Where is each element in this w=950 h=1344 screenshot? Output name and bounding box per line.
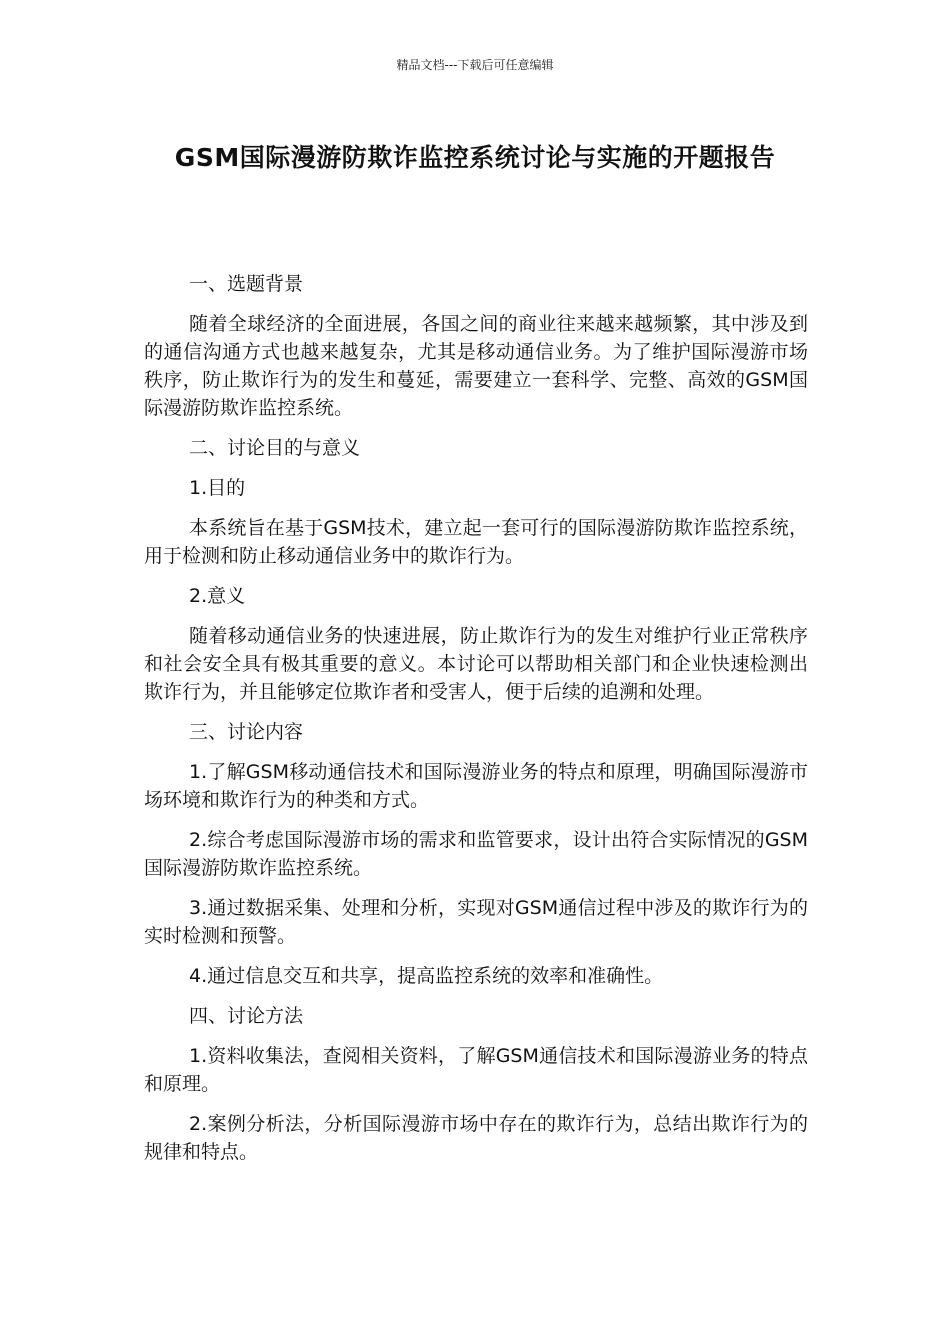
- subheading-significance: 2.意义: [189, 585, 246, 607]
- significance-paragraph: 随着移动通信业务的快速进展，防止欺诈行为的发生对维护行业正常秩序和社会安全具有极其重要的意义。本讨论可以帮助相关部门和企业快速检测出欺诈行为，并且能够定位欺诈者和受害人，便于后续的追溯和处理。: [144, 625, 808, 703]
- content-item-2: 2.综合考虑国际漫游市场的需求和监管要求，设计出符合实际情况的GSM国际漫游防欺诈监控系统。: [144, 829, 808, 879]
- section-heading-method: 四、讨论方法: [189, 1005, 304, 1027]
- section-heading-background: 一、选题背景: [189, 273, 304, 295]
- section-heading-content: 三、讨论内容: [189, 721, 304, 743]
- document-title: GSM国际漫游防欺诈监控系统讨论与实施的开题报告: [174, 143, 776, 172]
- section-heading-purpose: 二、讨论目的与意义: [189, 437, 361, 459]
- document-body: [144, 270, 808, 1178]
- goal-paragraph: 本系统旨在基于GSM技术，建立起一套可行的国际漫游防欺诈监控系统，用于检测和防止移动通信业务中的欺诈行为。: [144, 517, 808, 567]
- content-item-3: 3.通过数据采集、处理和分析，实现对GSM通信过程中涉及的欺诈行为的实时检测和预警。: [144, 897, 808, 947]
- method-item-1: 1.资料收集法，查阅相关资料，了解GSM通信技术和国际漫游业务的特点和原理。: [144, 1045, 808, 1095]
- background-paragraph: 随着全球经济的全面进展，各国之间的商业往来越来越频繁，其中涉及到的通信沟通方式也越来越复杂，尤其是移动通信业务。为了维护国际漫游市场秩序，防止欺诈行为的发生和蔓延，需要建立一套科学、完整、高效的GSM国际漫游防欺诈监控系统。: [144, 313, 808, 419]
- content-item-4: 4.通过信息交互和共享，提高监控系统的效率和准确性。: [189, 965, 664, 987]
- subheading-goal: 1.目的: [189, 477, 246, 499]
- content-item-1: 1.了解GSM移动通信技术和国际漫游业务的特点和原理，明确国际漫游市场环境和欺诈行为的种类和方式。: [144, 761, 808, 811]
- page-header: 精品文档---下载后可任意编辑: [396, 58, 554, 72]
- method-item-2: 2.案例分析法，分析国际漫游市场中存在的欺诈行为，总结出欺诈行为的规律和特点。: [144, 1113, 808, 1163]
